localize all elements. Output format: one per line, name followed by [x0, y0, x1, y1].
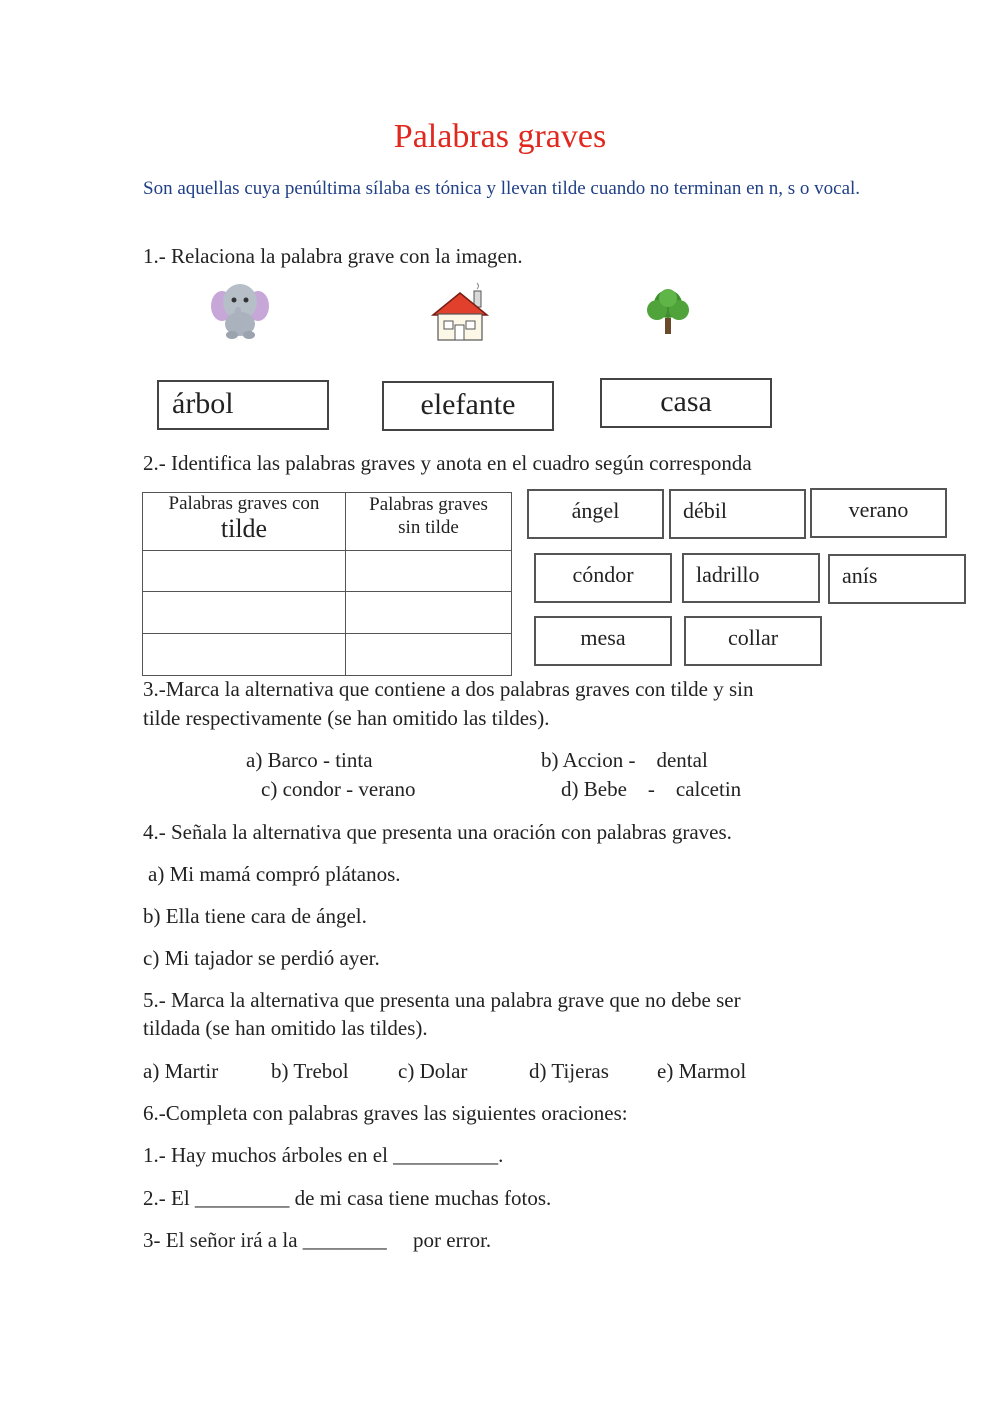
q6-sentence-1[interactable]: 1.- Hay muchos árboles en el __________.	[143, 1143, 504, 1167]
table-header-with-tilde	[143, 493, 346, 551]
word-card-debil[interactable]: débil	[669, 489, 806, 539]
q4-option-b[interactable]: b) Ella tiene cara de ángel.	[143, 904, 367, 928]
definition-text: Son aquellas cuya penúltima sílaba es tónica y llevan tilde cuando no terminan en n, s o vocal.	[143, 178, 861, 199]
answer-cell[interactable]	[346, 634, 512, 676]
house-icon	[430, 281, 490, 343]
q5-option-a[interactable]: a) Martir	[143, 1059, 219, 1083]
word-card-ladrillo[interactable]: ladrillo	[682, 553, 820, 603]
q3-prompt-line-1: 3.-Marca la alternativa que contiene a dos palabras graves con tilde y sin	[143, 677, 754, 701]
q4-option-a[interactable]: a) Mi mamá compró plátanos.	[148, 862, 401, 886]
q6-sentence-3[interactable]: 3- El señor irá a la ________ por error.	[143, 1228, 492, 1252]
answer-cell[interactable]	[143, 634, 346, 676]
q3-option-a[interactable]: a) Barco - tinta	[246, 748, 373, 772]
word-card-collar[interactable]: collar	[684, 616, 822, 666]
q1-prompt: 1.- Relaciona la palabra grave con la imagen.	[143, 244, 523, 268]
table-header-without-tilde	[346, 493, 512, 551]
answer-cell[interactable]	[143, 592, 346, 634]
classification-table	[142, 492, 512, 676]
q5-option-e[interactable]: e) Marmol	[657, 1059, 747, 1083]
word-card-anis[interactable]: anís	[828, 554, 966, 604]
word-card-mesa[interactable]: mesa	[534, 616, 672, 666]
header-line-2: sin tilde	[398, 517, 459, 538]
q3-option-b[interactable]: b) Accion - dental	[541, 748, 708, 772]
word-card-condor[interactable]: cóndor	[534, 553, 672, 603]
q2-prompt: 2.- Identifica las palabras graves y anota en el cuadro según corresponda	[143, 451, 752, 475]
word-card-angel[interactable]: ángel	[527, 489, 664, 539]
q5-prompt-line-2: tildada (se han omitido las tildes).	[143, 1016, 428, 1040]
q6-prompt: 6.-Completa con palabras graves las siguientes oraciones:	[143, 1101, 628, 1125]
q5-option-b[interactable]: b) Trebol	[271, 1059, 349, 1083]
tree-icon	[644, 286, 692, 336]
answer-cell[interactable]	[346, 592, 512, 634]
header-line-2: tilde	[220, 514, 268, 543]
word-box-arbol[interactable]: árbol	[157, 380, 329, 430]
header-line-1: Palabras graves con	[168, 493, 320, 514]
word-box-casa[interactable]: casa	[600, 378, 772, 428]
header-line-1: Palabras graves	[369, 494, 488, 515]
q3-option-d[interactable]: d) Bebe - calcetin	[561, 777, 742, 801]
q5-option-d[interactable]: d) Tijeras	[529, 1059, 609, 1083]
q3-prompt-line-2: tilde respectivamente (se han omitido las tildes).	[143, 706, 550, 730]
word-card-verano[interactable]: verano	[810, 488, 947, 538]
q3-option-c[interactable]: c) condor - verano	[261, 777, 416, 801]
q4-prompt: 4.- Señala la alternativa que presenta una oración con palabras graves.	[143, 820, 732, 844]
answer-cell[interactable]	[346, 551, 512, 592]
q5-option-c[interactable]: c) Dolar	[398, 1059, 468, 1083]
answer-cell[interactable]	[143, 551, 346, 592]
q4-option-c[interactable]: c) Mi tajador se perdió ayer.	[143, 946, 380, 970]
q5-prompt-line-1: 5.- Marca la alternativa que presenta una palabra grave que no debe ser	[143, 988, 741, 1012]
elephant-icon	[208, 276, 272, 340]
page-title: Palabras graves	[393, 118, 607, 155]
q6-sentence-2[interactable]: 2.- El _________ de mi casa tiene muchas fotos.	[143, 1186, 552, 1210]
word-box-elefante[interactable]: elefante	[382, 381, 554, 431]
